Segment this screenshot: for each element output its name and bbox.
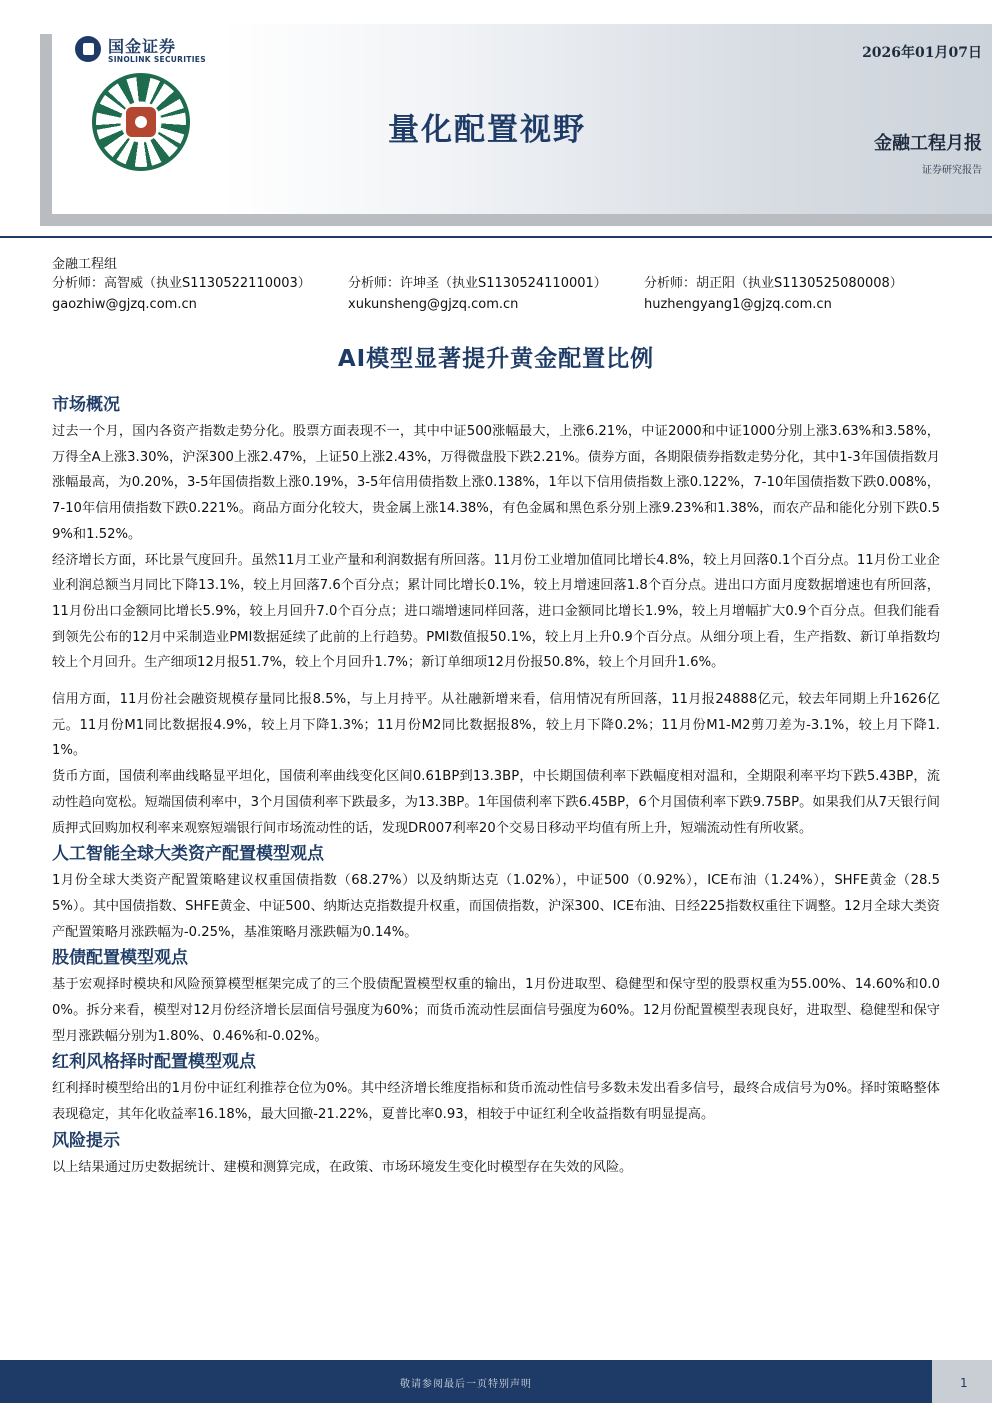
banner-divider [0, 236, 992, 238]
analyst-label: 分析师：许坤圣（执业S1130524110001） [348, 276, 607, 291]
section-title-ai-model: 人工智能全球大类资产配置模型观点 [52, 844, 324, 865]
sinolink-logo-icon [75, 36, 101, 62]
equity-bond-paragraph: 基于宏观择时模块和风险预算模型框架完成了的三个股债配置模型权重的输出，1月份进取型、稳健型和保守型的股票权重为55.00%、14.60%和0.00%。拆分来看，模型对12月份经济增长层面信号强度为60%；而货币流动性层面信号强度为60%。12月份配置模型表现良好，进取型、稳健型和保守型月涨跌幅分别为1.80%、0.46%和-0.02%。 [52, 977, 940, 1044]
logo-name-cn: 国金证券 [108, 37, 177, 56]
report-title: 量化配置视野 [388, 112, 586, 148]
section-title-dividend: 红利风格择时配置模型观点 [52, 1052, 256, 1073]
analyst-2 [348, 273, 607, 315]
market-paragraph-4: 货币方面，国债利率曲线略显平坦化，国债利率曲线变化区间0.61BP到13.3BP，中长期国债利率下跌幅度相对温和，全期限利率平均下跌5.43BP，流动性趋向宽松。短端国债利率中，3个月国债利率下跌最多，为13.3BP。1年国债利率下跌6.45BP，6个月国债利率下跌9.75BP。如果我们从7天银行间质押式回购加权利率来观察短端银行间市场流动性的话，发现DR007利率20个交易日移动平均值有所上升，短端流动性有所收紧。 [52, 769, 940, 836]
analyst-1 [52, 273, 311, 315]
analyst-label: 分析师：胡正阳（执业S1130525080008） [644, 276, 903, 291]
analyst-label: 分析师：高智威（执业S1130522110003） [52, 276, 311, 291]
ai-model-paragraph: 1月份全球大类资产配置策略建议权重国债指数（68.27%）以及纳斯达克（1.02%），中证500（0.92%），ICE布油（1.24%），SHFE黄金（28.55%）。其中国债指数、SHFE黄金、中证500、纳斯达克指数提升权重，而国债指数，沪深300、ICE布油、日经225指数权重往下调整。12月全球大类资产配置策略月涨跌幅为-0.25%，基准策略月涨跌幅为0.14%。 [52, 873, 940, 940]
dividend-paragraph: 红利择时模型给出的1月份中证红利推荐仓位为0%。其中经济增长维度指标和货币流动性信号多数未发出看多信号，最终合成信号为0%。择时策略整体表现稳定，其年化收益率16.18%，最大回撤-21.22%，夏普比率0.93，相较于中证红利全收益指数有明显提高。 [52, 1081, 940, 1123]
analyst-3 [644, 273, 903, 315]
analyst-email[interactable]: huzhengyang1@gjzq.com.cn [644, 297, 832, 312]
research-group: 金融工程组 [52, 257, 118, 272]
qr-center-logo-icon [126, 107, 156, 137]
report-headline: AI模型显著提升黄金配置比例 [337, 346, 655, 372]
report-type: 金融工程月报 [874, 133, 982, 154]
report-date: 2026年01月07日 [862, 45, 982, 61]
section-title-equity-bond: 股债配置模型观点 [52, 948, 188, 969]
market-paragraph-3: 信用方面，11月份社会融资规模存量同比报8.5%，与上月持平。从社融新增来看，信用情况有所回落，11月报24888亿元，较去年同期上升1626亿元。11月份M1同比数据报4.9%，较上月下降1.3%；11月份M2同比数据报8%，较上月下降0.2%；11月份M1-M2剪刀差为-3.1%，较上月下降1.1%。 [52, 692, 940, 759]
report-subtype: 证券研究报告 [922, 165, 982, 176]
page-number: 1 [960, 1376, 968, 1390]
footer-disclaimer: 敬请参阅最后一页特别声明 [400, 1379, 532, 1390]
analyst-email[interactable]: gaozhiw@gjzq.com.cn [52, 297, 197, 312]
risk-paragraph: 以上结果通过历史数据统计、建模和测算完成，在政策、市场环境发生变化时模型存在失效的风险。 [52, 1159, 633, 1175]
analyst-email[interactable]: xukunsheng@gjzq.com.cn [348, 297, 519, 312]
report-body [52, 392, 940, 1181]
section-title-market: 市场概况 [52, 395, 120, 415]
paragraph-gap [52, 676, 940, 687]
market-paragraph-2: 经济增长方面，环比景气度回升。虽然11月工业产量和利润数据有所回落。11月份工业增加值同比增长4.8%，较上月回落0.1个百分点。11月份工业企业利润总额当月同比下降13.1%，较上月回落7.6个百分点；累计同比增长0.1%，较上月增速回落1.8个百分点。进出口方面月度数据增速也有所回落，11月份出口金额同比增长5.9%，较上月回升7.0个百分点；进口端增速同样回落，进口金额同比增长1.9%，较上月增幅扩大0.9个百分点。但我们能看到领先公布的12月中采制造业PMI数据延续了此前的上行趋势。PMI数值报50.1%，较上月上升0.9个百分点。从细分项上看，生产指数、新订单指数均较上个月回升。生产细项12月报51.7%，较上个月回升1.7%；新订单细项12月份报50.8%，较上个月回升1.6%。 [52, 552, 940, 671]
logo-name-en: SINOLINK SECURITIES [108, 55, 206, 64]
section-title-risk: 风险提示 [52, 1130, 120, 1151]
market-paragraph-1: 过去一个月，国内各资产指数走势分化。股票方面表现不一，其中中证500涨幅最大，上涨6.21%，中证2000和中证1000分别上涨3.63%和3.58%，万得全A上涨3.30%，沪深300上涨2.47%，上证50上涨2.43%，万得微盘股下跌2.21%。债券方面，各期限债券指数走势分化，其中1-3年国债指数月涨幅最高，为0.20%，3-5年国债指数上涨0.19%，3-5年信用债指数上涨0.138%，1年以下信用债指数上涨0.122%，7-10年国债指数下跌0.008%，7-10年信用债指数下跌0.221%。商品方面分化较大，贵金属上涨14.38%，有色金属和黑色系分别上涨9.23%和1.38%，而农产品和能化分别下跌0.59%和1.52%。 [52, 424, 940, 542]
